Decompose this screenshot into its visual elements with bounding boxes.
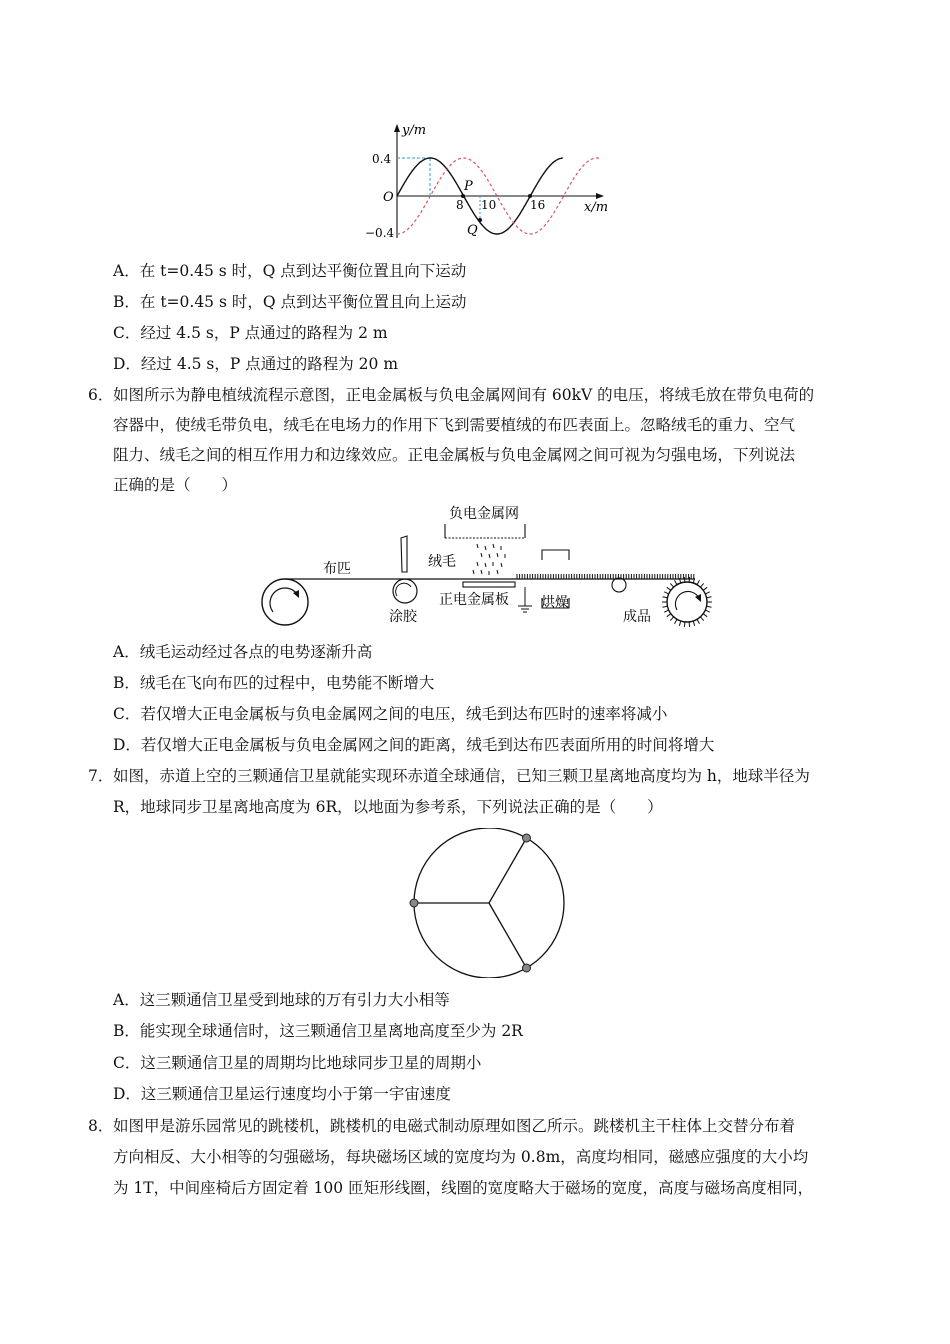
label-negative-mesh: 负电金属网: [449, 506, 519, 522]
y-axis-label: y/m: [402, 123, 427, 138]
label-glue: 涂胶: [389, 609, 417, 625]
q6-option-b: B．绒毛在飞向布匹的过程中，电势能不断增大: [113, 674, 435, 692]
flocking-figure: [255, 500, 725, 630]
q7-stem-line-1: 如图，赤道上空的三颗通信卫星就能实现环赤道全球通信，已知三颗卫星离地高度均为 h，地球半径为: [113, 767, 810, 785]
point-Q-label: Q: [467, 223, 478, 238]
q6-stem-line-3: 阻力、绒毛之间的相互作用力和边缘效应。正电金属板与负电金属网之间可视为匀强电场，下列说法: [113, 446, 796, 464]
label-product: 成品: [623, 609, 651, 625]
q7-option-b: B．能实现全球通信时，这三颗通信卫星离地高度至少为 2R: [113, 1022, 523, 1040]
q8-stem-line-2: 方向相反、大小相等的匀强磁场，每块磁场区域的宽度均为 0.8m，高度均相同，磁感应强度的大小均: [113, 1148, 809, 1166]
q6-stem-line-2: 容器中，使绒毛带负电，绒毛在电场力的作用下飞到需要植绒的布匹表面上。忽略绒毛的重力、空气: [113, 416, 796, 434]
q5-option-b: B．在 t=0.45 s 时，Q 点到达平衡位置且向上运动: [113, 293, 467, 311]
q5-option-d: D．经过 4.5 s，P 点通过的路程为 20 m: [113, 355, 399, 373]
tick-neg-0.4: −0.4: [365, 226, 395, 240]
point-P-label: P: [464, 179, 473, 194]
tick-10: 10: [481, 198, 497, 212]
q8-number: 8．: [88, 1117, 114, 1135]
label-positive-plate: 正电金属板: [439, 592, 509, 608]
q5-option-c: C．经过 4.5 s，P 点通过的路程为 2 m: [113, 324, 388, 342]
satellite-bottom: [523, 964, 531, 972]
tick-8: 8: [456, 198, 464, 212]
label-fluff: 绒毛: [428, 554, 456, 570]
satellite-top: [523, 834, 531, 842]
satellite-left: [410, 899, 418, 907]
tick-16: 16: [530, 198, 546, 212]
q6-number: 6．: [88, 386, 114, 404]
label-dryer: 烘燥: [541, 595, 569, 611]
q6-stem-line-4: 正确的是（ ）: [113, 476, 238, 494]
q7-option-d: D．这三颗通信卫星运行速度均小于第一宇宙速度: [113, 1085, 451, 1103]
q7-option-a: A．这三颗通信卫星受到地球的万有引力大小相等: [113, 991, 450, 1009]
x-axis-label: x/m: [584, 200, 609, 215]
origin-label: O: [383, 190, 394, 205]
q6-stem-line-1: 如图所示为静电植绒流程示意图，正电金属板与负电金属网间有 60kV 的电压，将绒毛放在带负电荷的: [113, 386, 815, 404]
q6-option-c: C．若仅增大正电金属板与负电金属网之间的电压，绒毛到达布匹时的速率将减小: [113, 705, 668, 723]
q7-number: 7．: [88, 767, 114, 785]
label-cloth: 布匹: [323, 561, 351, 577]
tick-0.4: 0.4: [372, 152, 392, 166]
wave-figure: [360, 120, 620, 245]
q6-option-a: A．绒毛运动经过各点的电势逐渐升高: [113, 643, 373, 661]
q8-stem-line-1: 如图甲是游乐园常见的跳楼机，跳楼机的电磁式制动原理如图乙所示。跳楼机主干柱体上交替分布着: [113, 1117, 796, 1135]
q5-option-a: A．在 t=0.45 s 时，Q 点到达平衡位置且向下运动: [113, 262, 467, 280]
q8-stem-line-3: 为 1T，中间座椅后方固定着 100 匝矩形线圈，线圈的宽度略大于磁场的宽度，高度与磁场高度相同，: [113, 1179, 814, 1197]
q7-stem-line-2: R，地球同步卫星离地高度为 6R，以地面为参考系，下列说法正确的是（ ）: [113, 798, 663, 816]
q6-option-d: D．若仅增大正电金属板与负电金属网之间的距离，绒毛到达布匹表面所用的时间将增大: [113, 736, 715, 754]
satellite-figure: [405, 828, 575, 978]
q7-option-c: C．这三颗通信卫星的周期均比地球同步卫星的周期小: [113, 1054, 482, 1072]
